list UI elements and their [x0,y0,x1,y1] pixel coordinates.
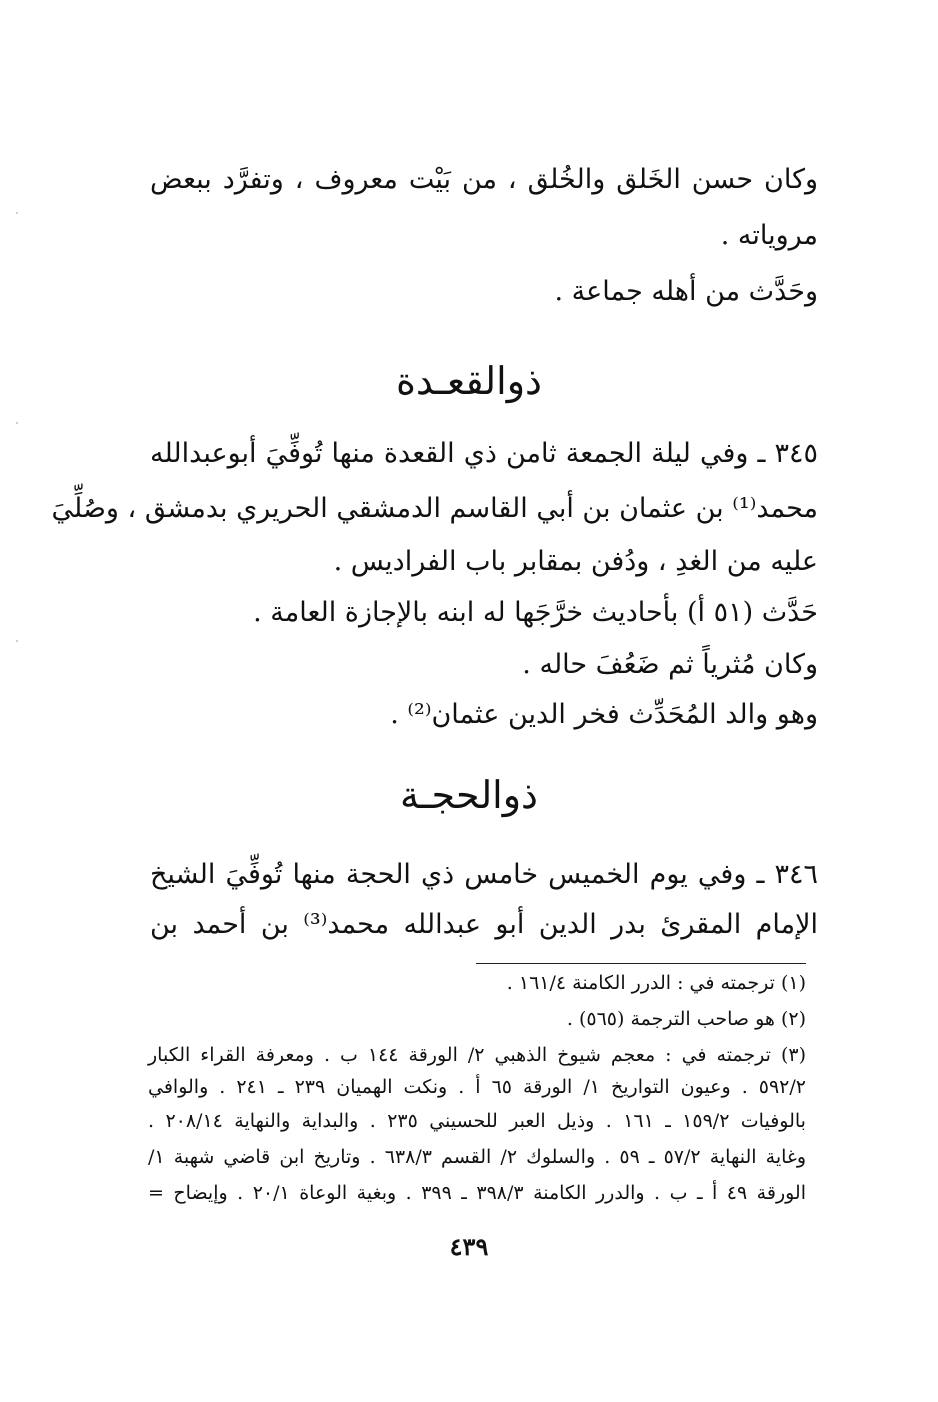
scan-mark [16,422,18,424]
entry-346-line: الإمام المقرئ بدر الدين أبو عبدالله محمد⁽³⁾ بن أحمد بن [150,909,818,940]
footnote-3-line: وغاية النهاية ٥٧/٢ ـ ٥٩ . والسلوك ٢/ القسم ٦٣٨/٣ . وتاريخ ابن قاضي شهبة ١/ [148,1146,807,1168]
section-heading-dhul-qadah: ذوالقعـدة [396,359,542,403]
footnote-3-line: بالوفيات ١٥٩/٢ ـ ١٦١ . وذيل العبر للحسيني ٢٣٥ . والبداية والنهاية ٢٠٨/١٤ . [148,1110,806,1132]
footnote-3-line: الورقة ٤٩ أ ـ ب . والدرر الكامنة ٣٩٨/٣ ـ ٣٩٩ . وبغية الوعاة ٢٠/١ . وإيضاح = [148,1182,806,1204]
footnote-separator [476,963,806,964]
footnote-3-line: ٥٩٢/٢ . وعيون التواريخ ١/ الورقة ٦٥ أ . ونكت الهميان ٢٣٩ ـ ٢٤١ . والوافي [148,1076,806,1098]
entry-346-line: ٣٤٦ ـ وفي يوم الخميس خامس ذي الحجة منها تُوفِّيَ الشيخ [150,859,818,890]
entry-345-line: ٣٤٥ ـ وفي ليلة الجمعة ثامن ذي القعدة منها تُوفِّيَ أبوعبدالله [150,438,818,469]
scan-mark [16,640,18,642]
paragraph-line: وحَدَّث من أهله جماعة . [554,276,818,307]
entry-345-line: عليه من الغدِ ، ودُفن بمقابر باب الفراديس . [333,546,818,577]
page-number: ٤٣٩ [449,1232,489,1261]
entry-345-line: محمد⁽¹⁾ بن عثمان بن أبي القاسم الدمشقي الحريري بدمشق ، وصُلِّيَ [51,493,818,524]
footnote-3-line: (٣) ترجمته في : معجم شيوخ الذهبي ٢/ الورقة ١٤٤ ب . ومعرفة القراء الكبار [148,1044,806,1066]
scan-mark [16,212,18,214]
footnote-1: (١) ترجمته في : الدرر الكامنة ١٦١/٤ . [506,972,806,994]
section-heading-dhul-hijjah: ذوالحجـة [400,773,538,817]
entry-345-line: وكان مُثرياً ثم ضَعُفَ حاله . [522,649,818,680]
entry-345-line: وهو والد المُحَدِّث فخر الدين عثمان⁽²⁾ . [390,699,818,730]
entry-345-line: حَدَّث (٥١ أ) بأحاديث خرَّجَها له ابنه بالإجازة العامة . [253,597,818,628]
footnote-2: (٢) هو صاحب الترجمة (٥٦٥) . [566,1008,806,1030]
paragraph-line: وكان حسن الخَلق والخُلق ، من بَيْت معروف ، وتفرَّد ببعض [150,164,818,195]
paragraph-line: مروياته . [720,220,818,251]
